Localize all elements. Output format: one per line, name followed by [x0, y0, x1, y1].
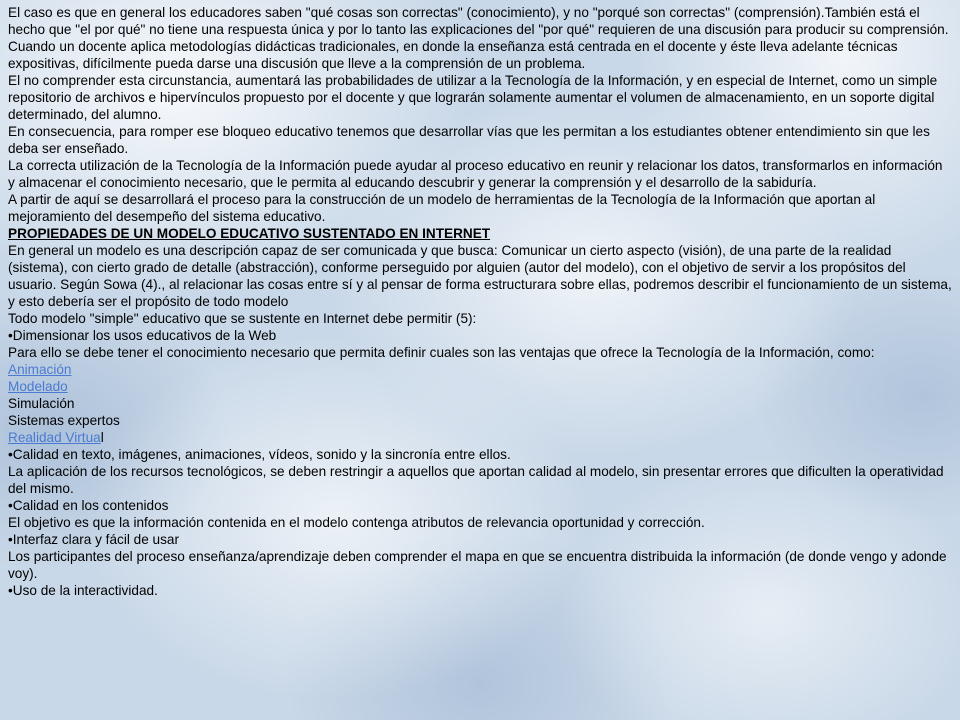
realidad-virtual-tail: l — [100, 430, 104, 445]
bullet-clear-interface: •Interfaz clara y fácil de usar — [8, 532, 179, 547]
list-item-modelado — [8, 378, 952, 395]
bullet-quality-content: •Calidad en los contenidos — [8, 498, 169, 513]
paragraph-simple-model: Todo modelo "simple" educativo que se sustente en Internet debe permitir (5): — [8, 311, 477, 326]
paragraph-correct-use-it: La correcta utilización de la Tecnología de la Información puede ayudar al proceso educativo en reunir y relacionar los datos, transformarlos en información y almacenar el conocimiento necesario, que le permita al educando descubrir y generar la comprensión y el desarrollo de la sabiduría. — [8, 158, 943, 190]
list-item-animacion — [8, 361, 952, 378]
advantages-list — [8, 361, 952, 446]
paragraph-advantages: Para ello se debe tener el conocimiento necesario que permita definir cuales son las ventajas que ofrece la Tecnología de la Información, como: — [8, 345, 875, 360]
bullet-interactivity: •Uso de la interactividad. — [8, 583, 158, 598]
list-item-sistemas-expertos: Sistemas expertos — [8, 413, 120, 428]
paragraph-resources-restriction: La aplicación de los recursos tecnológicos, se deben restringir a aquellos que aportan calidad al modelo, sin presentar errores que dificulten la operatividad del mismo. — [8, 464, 944, 496]
paragraph-participants-map: Los participantes del proceso enseñanza/aprendizaje deben comprender el mapa en que se encuentra distribuida la información (de donde vengo y adonde voy). — [8, 549, 947, 581]
link-animacion[interactable]: Animación — [8, 362, 72, 377]
paragraph-content-objective: El objetivo es que la información contenida en el modelo contenga atributos de relevancia oportunidad y corrección. — [8, 515, 705, 530]
bullet-dimension-uses: •Dimensionar los usos educativos de la Web — [8, 328, 277, 343]
bullet-quality-media: •Calidad en texto, imágenes, animaciones, vídeos, sonido y la sincronía entre ellos. — [8, 447, 511, 462]
paragraph-knowledge-vs-comprehension: El caso es que en general los educadores saben "qué cosas son correctas" (conocimiento), y no "porqué son correctas" (comprensión).También está el hecho que "el por qué" no tiene una respuesta única y por lo tanto las explicaciones del "por qué" requieren de una discusión para producir su comprensión. — [8, 5, 949, 37]
section-heading: PROPIEDADES DE UN MODELO EDUCATIVO SUSTENTADO EN INTERNET — [8, 226, 491, 241]
paragraph-model-definition: En general un modelo es una descripción capaz de ser comunicada y que busca: Comunicar un cierto aspecto (visión), de una parte de la realidad (sistema), con cierto grado de detalle (abstracción), conforme perseguido por alguien (autor del modelo), con el objetivo de servir a los propósitos del usuario. Según Sowa (4)., al relacionar las cosas entre sí y al pensar de forma estructurara sobre ellas, podremos describir el funcionamiento de un sistema, y esto debería ser el propósito de todo modelo — [8, 243, 952, 309]
list-item-realidad-virtual — [8, 429, 952, 446]
paragraph-repository-risk: El no comprender esta circunstancia, aumentará las probabilidades de utilizar a la Tecnología de la Información, y en especial de Internet, como un simple repositorio de archivos e hipervínculos propuesto por el docente y que lograrán solamente aumentar el volumen de almacenamiento, en un soporte digital determinado, del alumno. — [8, 73, 938, 122]
paragraph-traditional-methods: Cuando un docente aplica metodologías didácticas tradicionales, en donde la enseñanza está centrada en el docente y éste lleva adelante técnicas expositivas, difícilmente pueda darse una discusión que lleve a la comprensión de un problema. — [8, 39, 898, 71]
paragraph-break-blockage: En consecuencia, para romper ese bloqueo educativo tenemos que desarrollar vías que les permitan a los estudiantes obtener entendimiento sin que les deba ser enseñado. — [8, 124, 930, 156]
link-realidad-virtual[interactable]: Realidad Virtua — [8, 430, 101, 445]
paragraph-model-construction: A partir de aquí se desarrollará el proceso para la construcción de un modelo de herramientas de la Tecnología de la Información que aportan al mejoramiento del desempeño del sistema educativo. — [8, 192, 876, 224]
list-item-simulacion: Simulación — [8, 396, 75, 411]
link-modelado[interactable]: Modelado — [8, 379, 68, 394]
slide-text-body — [8, 4, 952, 599]
